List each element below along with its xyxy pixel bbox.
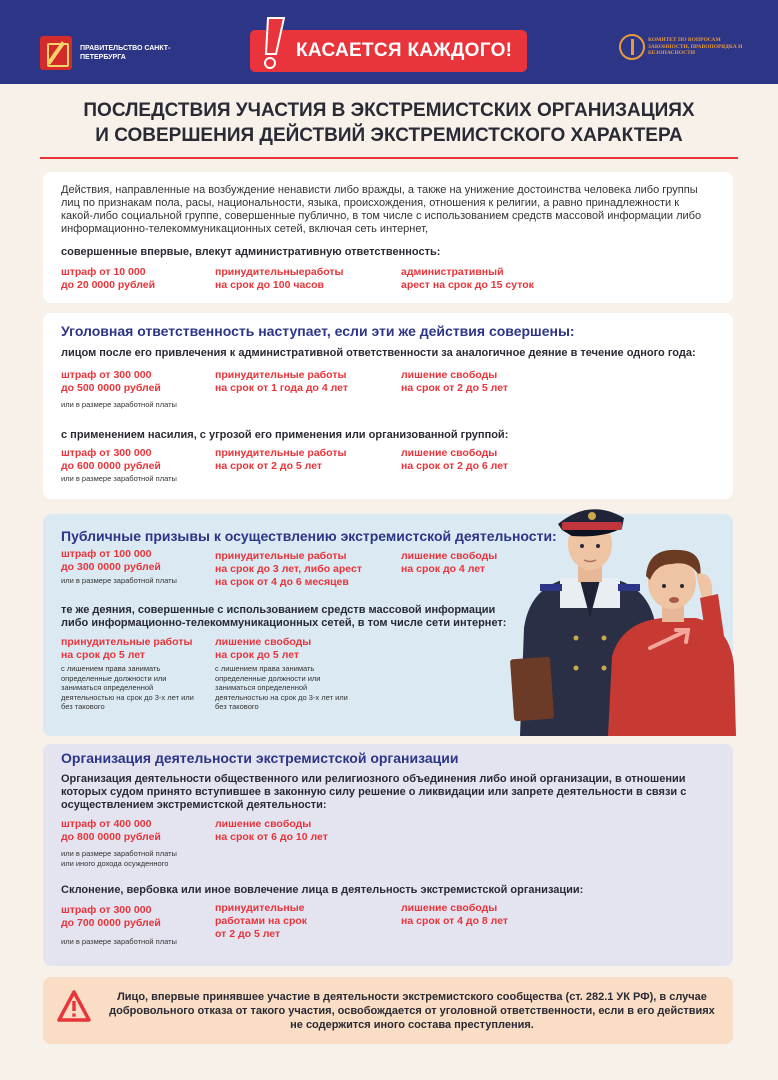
penalty-line: лишение свободы <box>401 447 498 459</box>
penalty-imprisonment <box>215 818 328 844</box>
penalty-forced-labor <box>215 447 346 473</box>
penalty-line: на срок от 4 до 6 месяцев <box>215 576 349 588</box>
penalty-forced-labor <box>61 636 192 662</box>
penalty-line: на срок от 2 до 6 лет <box>401 460 509 472</box>
penalty-line: административный <box>401 266 504 278</box>
penalty-line: штраф от 300 000 <box>61 904 152 916</box>
media-lead: те же деяния, совершенные с использованием средств массовой информации либо информационно-телекоммуникационных сетей, в том числе сети интернет: <box>61 604 507 629</box>
penalty-forced-labor <box>215 369 348 395</box>
penalty-line: штраф от 300 000 <box>61 369 152 381</box>
penalty-note: с лишением права занимать определенные должности или заниматься определенной деятельностью на срок до 3-х лет или без такового <box>215 664 348 711</box>
st-petersburg-emblem-icon <box>40 36 72 70</box>
penalty-fine <box>61 818 161 844</box>
penalty-line: лишение свободы <box>215 636 312 648</box>
penalty-line: до 500 0000 рублей <box>61 382 161 394</box>
penalty-line: на срок до 5 лет <box>215 649 300 661</box>
penalty-line: до 700 0000 рублей <box>61 917 161 929</box>
penalty-note: или в размере заработной платы <box>61 576 177 585</box>
warning-triangle-icon <box>57 990 91 1022</box>
penalty-fine <box>61 369 161 395</box>
penalty-line: на срок до 5 лет <box>61 649 146 661</box>
title-line-1: ПОСЛЕДСТВИЯ УЧАСТИЯ В ЭКСТРЕМИСТСКИХ ОРГАНИЗАЦИЯХ <box>83 100 695 121</box>
title-line-2: И СОВЕРШЕНИЯ ДЕЙСТВИЙ ЭКСТРЕМИСТСКОГО ХАРАКТЕРА <box>95 125 683 146</box>
penalty-line: на срок до 4 лет <box>401 563 486 575</box>
penalty-imprisonment <box>401 550 497 576</box>
organization-card <box>43 744 733 966</box>
exclamation-icon <box>260 16 286 70</box>
penalty-line: штраф от 300 000 <box>61 447 152 459</box>
penalty-note: с лишением права занимать определенные должности или заниматься определенной деятельностью на срок до 3-х лет или без такового <box>61 664 194 711</box>
penalty-line: лишение свободы <box>401 369 498 381</box>
penalty-note: или в размере заработной платы <box>61 474 177 483</box>
penalty-line: на срок до 100 часов <box>215 279 325 291</box>
organization-lead: Организация деятельности общественного или религиозного объединения либо иной организации, в отношении которых судом принято вступившее в законную силу решение о ликвидации или запрете деятельности в связи с осуществлением экстремистской деятельности: <box>61 773 687 811</box>
penalty-line: лишение свободы <box>215 818 312 830</box>
penalty-line: на срок от 6 до 10 лет <box>215 831 328 843</box>
penalty-imprisonment <box>401 902 508 928</box>
intro-text: Действия, направленные на возбуждение ненависти либо вражды, а также на унижение достоинства человека либо группы лиц по признакам пола, расы, национальности, языка, происхождения, отношения к религии, а равно принадлежности к какой-либо социальной группе, совершенные публично, в том числе с использованием средств массовой информации либо информационно-телекоммуникационных сетей, включая сеть интернет, <box>61 184 702 235</box>
penalty-line: принудительные работы <box>215 447 347 459</box>
committee-logo <box>619 34 758 60</box>
penalty-line: до 800 0000 рублей <box>61 831 161 843</box>
penalty-line: на срок до 3 лет, либо арест <box>215 563 362 575</box>
title-divider <box>40 157 738 159</box>
penalty-line: арест на срок до 15 суток <box>401 279 534 291</box>
penalty-imprisonment <box>215 636 311 662</box>
penalty-line: до 300 0000 рублей <box>61 561 161 573</box>
slogan-banner <box>250 30 527 72</box>
penalty-line: принудительные работы <box>215 550 347 562</box>
penalty-line: на срок от 2 до 5 лет <box>401 382 509 394</box>
penalty-line: штраф от 100 000 <box>61 548 152 560</box>
government-logo <box>40 36 172 70</box>
penalty-line: принудительные работы <box>61 636 193 648</box>
penalty-forced-labor <box>215 266 344 292</box>
recruitment-lead: Склонение, вербовка или иное вовлечение лица в деятельность экстремистской организации: <box>61 884 584 896</box>
penalty-line: принудительные <box>215 902 305 914</box>
case-lead: с применением насилия, с угрозой его применения или организованной группой: <box>61 429 509 441</box>
header-bar <box>0 0 778 84</box>
penalty-fine <box>61 266 155 292</box>
penalty-forced-labor <box>215 902 307 941</box>
penalty-fine <box>61 548 161 574</box>
penalty-line: принудительныеработы <box>215 266 344 278</box>
penalty-fine <box>61 447 161 473</box>
slogan-text: КАСАЕТСЯ КАЖДОГО! <box>296 40 513 61</box>
committee-name: КОМИТЕТ ПО ВОПРОСАМ ЗАКОННОСТИ, ПРАВОПОРЯДКА И БЕЗОПАСНОСТИ <box>648 37 743 57</box>
penalty-line: лишение свободы <box>401 550 498 562</box>
committee-emblem-icon <box>619 34 645 60</box>
police-officer-and-young-man-illustration <box>500 498 736 736</box>
penalty-note: или в размере заработной платы <box>61 937 177 946</box>
penalty-line: штраф от 10 000 <box>61 266 146 278</box>
penalty-imprisonment <box>401 447 508 473</box>
penalty-line: на срок от 1 года до 4 лет <box>215 382 348 394</box>
penalty-imprisonment <box>401 369 508 395</box>
penalty-line: до 20 0000 рублей <box>61 279 156 291</box>
penalty-fine <box>61 904 161 930</box>
intro-lead: совершенные впервые, влекут административную ответственность: <box>61 246 441 258</box>
penalty-arrest <box>401 266 534 292</box>
section-title: Уголовная ответственность наступает, если эти же действия совершены: <box>61 323 575 339</box>
section-title: Организация деятельности экстремистской организации <box>61 750 459 766</box>
penalty-note: или в размере заработной платы или иного дохода осужденного <box>61 849 177 868</box>
criminal-liability-card <box>43 313 733 499</box>
penalty-line: на срок от 4 до 8 лет <box>401 915 509 927</box>
government-name: ПРАВИТЕЛЬСТВО САНКТ-ПЕТЕРБУРГА <box>80 45 171 61</box>
penalty-line: лишение свободы <box>401 902 498 914</box>
notice-box <box>43 977 733 1044</box>
penalty-line: принудительные работы <box>215 369 347 381</box>
notice-text: Лицо, впервые принявшее участие в деятельности экстремистского сообщества (ст. 282.1 УК РФ), в случае добровольного отказа от такого участия, освобождается от уголовной ответственности, если в его действиях не содержится иного состава преступления. <box>109 991 715 1031</box>
intro-card <box>43 172 733 303</box>
penalty-forced-labor <box>215 550 362 589</box>
penalty-line: на срок от 2 до 5 лет <box>215 460 323 472</box>
section-title: Публичные призывы к осуществлению экстремистской деятельности: <box>61 528 557 544</box>
penalty-line: работами на срок <box>215 915 308 927</box>
penalty-line: от 2 до 5 лет <box>215 928 281 940</box>
case-lead: лицом после его привлечения к административной ответственности за аналогичное деяние в течение одного года: <box>61 347 696 359</box>
penalty-line: штраф от 400 000 <box>61 818 152 830</box>
page-title <box>20 98 758 148</box>
penalty-note: или в размере заработной платы <box>61 400 177 409</box>
penalty-line: до 600 0000 рублей <box>61 460 161 472</box>
